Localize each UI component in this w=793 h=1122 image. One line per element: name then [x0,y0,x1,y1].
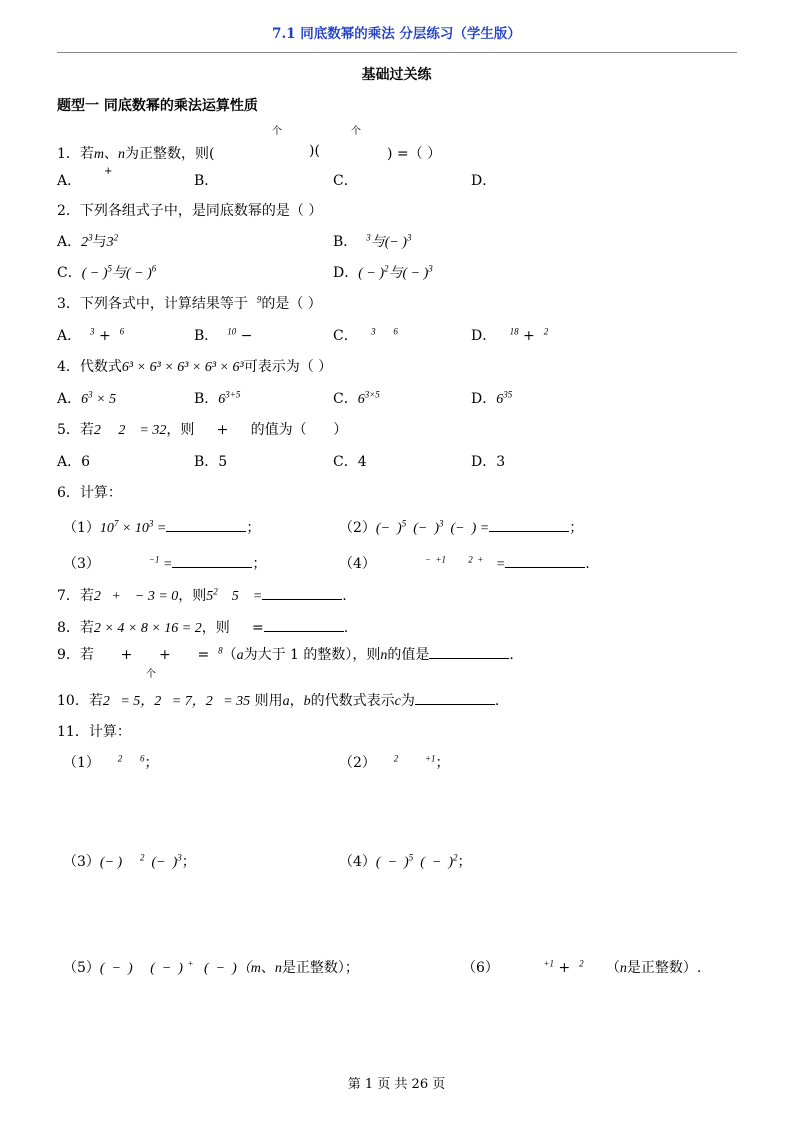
q9-var-a: a [236,648,244,663]
q2-a-exp2: 2 [113,232,119,243]
q5-option-c: C．4 [333,454,367,470]
q4-a-base: 6 [81,392,89,407]
q3-c-e2: 6 [393,326,398,337]
q11-p1-label: （1） [63,755,100,771]
q2-option-d-label: D． [333,265,359,281]
q2-c-exp2: 6 [151,263,157,274]
q2-c-mid: 与( − ) [112,266,152,281]
q2-b-mid: 与(− ) [370,235,407,250]
q4-option-c [333,388,380,408]
q4-a-rest: × 5 [92,392,117,407]
q3-option-c-label: C． [333,328,358,344]
q3-stem [57,293,322,313]
q4-c-base: 6 [357,392,365,407]
q7-expr2-rest: 5 = [217,589,263,604]
q1-stem-d: ) =（ ） [387,146,442,162]
q1-stem-c: )( [309,143,320,159]
q5-option-d: D．3 [471,454,506,470]
q6-p2-a: (− ) [375,521,402,536]
q11-p2-end: ； [435,755,450,771]
q6-p2-e2: 3 [438,518,444,529]
q5-option-b: B．5 [194,454,228,470]
q10-stem [57,690,499,710]
q3-d-e2: 2 [543,326,549,337]
q6-p1-mid: × 10 [118,521,149,536]
q5-option-a: A．6 [57,454,91,470]
q3-d-op: + [523,328,535,344]
q6-p2-label: （2） [339,520,376,536]
q9-stem-a: 9．若 + + = [57,647,210,663]
q6-p1-eq: = [153,521,167,536]
q6-p3-eq: = [159,557,173,572]
q9-answer-blank[interactable] [429,646,509,659]
q6-p2-end: ； [569,520,584,536]
q4-stem-a: 4．代数式 [57,359,122,375]
q9-exp: 8 [218,645,223,656]
q6-p3-answer-blank[interactable] [172,555,252,568]
q6-part-3 [63,553,266,573]
q2-a-base1: 2 [81,235,89,250]
q11-p3-e1: 2 [140,852,145,863]
q9-stem-b: （ [222,647,237,663]
q2-a-exp1: 3 [88,232,93,243]
q11-p4-e2: 2 [452,852,458,863]
q1-option-c: C． [333,173,358,189]
q11-p3-label: （3） [63,854,100,870]
q2-d-exp2: 3 [428,263,433,274]
q8-stem [57,617,348,637]
q6-p4-label: （4） [339,556,376,572]
q4-d-exp: 35 [503,389,513,400]
q6-p1-base1: 10 [99,521,114,536]
q11-part-2 [339,752,450,772]
q10-sep: ， [289,693,304,709]
q10-stem-d: 为 [400,693,415,709]
q4-expression: 6³ × 6³ × 6³ × 6³ × 6³ [121,360,244,375]
q3-a-e2: 6 [119,326,125,337]
q4-option-c-label: C． [333,391,358,407]
q3-stem-exp: 9 [256,294,262,305]
q3-option-d-label: D． [471,328,497,344]
q10-answer-blank[interactable] [415,692,495,705]
q6-p1-end: ； [246,520,261,536]
q11-p6-e2: 2 [579,958,584,969]
q4-c-exp: 3×5 [364,389,380,400]
q3-option-c [333,325,398,345]
q3-a-e1: 3 [90,326,95,337]
q9-stem [57,644,514,664]
q6-p2-e1: 5 [401,518,407,529]
q3-option-a [57,325,124,345]
q10-stem-a: 10．若 [57,693,103,709]
q3-stem-a: 3．下列各式中，计算结果等于 [57,296,248,312]
q6-p4-answer-blank[interactable] [505,555,585,568]
q11-p3-b: (− ) [144,855,178,870]
question-type-heading: 题型一 同底数幂的乘法运算性质 [57,98,258,114]
q11-p6-e1: +1 [543,958,555,969]
q2-option-c-label: C． [57,265,82,281]
q11-part-3 [63,851,196,871]
q4-d-base: 6 [496,392,504,407]
q10-expression: 2 = 5，2 = 7，2 = 35 [102,694,251,709]
q7-expr2-exp: 2 [213,586,218,597]
q1-var-m: m [93,147,105,162]
q10-var-c: c [394,694,401,709]
q4-stem-b: 可表示为（ ） [243,359,333,375]
q5-expression: 2 2 = 32 [93,423,167,438]
q1-sep: 、 [104,146,119,162]
q5-stem [57,419,347,439]
q1-mark-2: 个 [351,126,361,137]
q10-stem-c: 的代数式表示 [310,693,395,709]
q3-option-b-label: B． [194,328,219,344]
q1-stem [57,143,215,163]
q11-p5-label: （5） [63,960,100,976]
q2-option-d [333,262,433,282]
q11-p4-label: （4） [339,854,376,870]
q11-p3-a: (− ) [99,855,123,870]
q2-option-a [57,231,118,251]
q8-stem-b: ，则 = [201,620,264,636]
q8-expression: 2 × 4 × 8 × 16 = 2 [93,621,202,636]
q11-p1-e1: 2 [117,753,123,764]
q11-p5-b: ( − )（ [193,961,251,976]
q2-option-b [333,231,411,251]
q11-p6-open: （ [605,960,620,976]
q9-var-n: n [380,648,388,663]
q4-b-exp: 3+5 [225,389,241,400]
q6-p4-e1: − +1 [424,554,447,565]
q2-option-c [57,262,156,282]
q9-end: . [509,647,514,663]
q7-expr2-base: 5 [206,589,214,604]
q4-option-b-label: B． [194,391,219,407]
q11-p1-end: ； [144,755,159,771]
q2-b-exp2: 3 [406,232,412,243]
q6-part-1 [63,517,260,537]
q4-a-exp: 3 [88,389,93,400]
q9-stem-c: 为大于 1 的整数），则 [243,647,381,663]
q4-option-d [471,388,512,408]
q8-end: . [343,620,349,636]
q11-part-1 [63,752,159,772]
q11-p2-label: （2） [339,755,376,771]
q7-answer-blank[interactable] [262,587,342,600]
q1-option-d: D． [471,173,497,189]
q6-p4-end: . [585,556,590,572]
q11-p5-end: 是正整数）； [281,960,359,976]
q11-p4-e1: 5 [408,852,414,863]
q3-b-op: − [240,328,253,344]
q1-option-b: B． [194,173,219,189]
q4-stem [57,356,332,376]
q11-part-6 [462,957,701,977]
q11-p5-e1: + [187,958,194,969]
q4-option-b [194,388,240,408]
q5-stem-b: ，则 + 的值为（ ） [166,422,348,438]
q2-stem: 2．下列各组式子中，是同底数幂的是（ ） [57,203,323,219]
q3-stem-b: 的是（ ） [261,296,322,312]
q1-option-a [57,170,81,190]
q11-part-5 [63,957,359,977]
q11-p3-end: ； [181,854,196,870]
q1-stem-b: 为正整数，则( [125,146,215,162]
header-divider [57,52,737,53]
q3-option-d [471,325,548,345]
q6-stem: 6．计算： [57,485,122,501]
q10-var-b: b [303,694,311,709]
q7-stem-b: ，则 [178,588,207,604]
q11-p3-e2: 3 [177,852,182,863]
q11-p2-e1: 2 [393,753,399,764]
q11-part-4 [339,851,471,871]
q11-p6-end: 是正整数）. [626,960,702,976]
q2-option-b-label: B． [333,234,358,250]
q7-stem-a: 7．若 [57,588,94,604]
q11-p5-a: ( − ) ( − ) [99,961,183,976]
q6-p2-b: (− ) [406,521,439,536]
q2-d-mid: 与( − ) [388,266,429,281]
q3-d-e1: 18 [509,326,519,337]
q11-p2-e2: +1 [424,753,436,764]
q6-p1-label: （1） [63,520,100,536]
q11-p5-m: m [250,961,261,976]
q4-option-a-label: A． [57,391,82,407]
section-title: 基础过关练 [361,67,432,83]
q3-a-op: + [98,328,111,344]
q7-end: . [342,588,347,604]
q8-answer-blank[interactable] [264,619,344,632]
q2-c-part1: ( − ) [81,266,108,281]
q6-p3-end: ； [252,556,267,572]
q10-var-a: a [282,694,290,709]
q1-option-a-sup: + [104,166,113,177]
q2-a-mid: 与 [92,234,107,250]
q2-option-a-label: A． [57,234,82,250]
q11-p6-label: （6） [462,960,499,976]
q4-option-d-label: D． [471,391,497,407]
q9-stem-d: 的值是 [387,647,430,663]
q11-p6-n: n [619,961,627,976]
q1-stem-a: 1．若 [57,146,94,162]
q6-p1-exp1: 7 [113,518,119,529]
q6-p2-answer-blank[interactable] [489,519,569,532]
q11-p6-op: + [558,960,571,976]
q11-p4-a: ( − ) [375,855,409,870]
q3-option-b [194,325,252,345]
q5-stem-a: 5．若 [57,422,94,438]
q6-p3-exp: −1 [148,554,160,565]
q3-c-e1: 3 [371,326,376,337]
q6-p4-e2: 2 + [468,554,484,565]
q6-p4-eq: = [492,557,506,572]
q10-end: . [494,693,500,709]
q1-mark-1: 个 [272,126,282,137]
q3-option-a-label: A． [57,328,82,344]
q6-p1-answer-blank[interactable] [166,519,246,532]
q2-b-exp1: 3 [366,232,371,243]
q1-var-n: n [118,147,126,162]
q2-c-exp1: 5 [107,263,112,274]
q1-option-a-label: A． [57,173,82,189]
q6-part-4 [339,553,590,573]
q11-p5-n: n [274,961,282,976]
q2-d-part1: ( − ) [358,266,385,281]
q9-mark: 个 [146,669,156,680]
q7-stem [57,585,347,605]
q11-stem: 11．计算： [57,724,131,740]
q7-expression: 2 + − 3 = 0 [93,589,179,604]
q11-p1-e2: 6 [140,753,145,764]
q3-b-e1: 10 [227,326,237,337]
q2-a-base2: 3 [106,235,114,250]
q4-option-a [57,388,116,408]
q6-p1-exp2: 3 [148,518,154,529]
page-header-title: 7.1 同底数幂的乘法 分层练习（学生版） [272,26,521,42]
q10-stem-b: 则用 [254,693,283,709]
q8-stem-a: 8．若 [57,620,94,636]
q11-p4-end: ； [457,854,472,870]
q11-p4-b: ( − ) [413,855,453,870]
q4-b-base: 6 [218,392,226,407]
q6-p3-label: （3） [63,556,100,572]
q6-p2-c: (− ) = [443,521,490,536]
q11-p5-sep: 、 [260,960,275,976]
page-footer: 第 1 页 共 26 页 [347,1077,446,1092]
q2-d-exp1: 2 [384,263,389,274]
q6-part-2 [339,517,583,537]
